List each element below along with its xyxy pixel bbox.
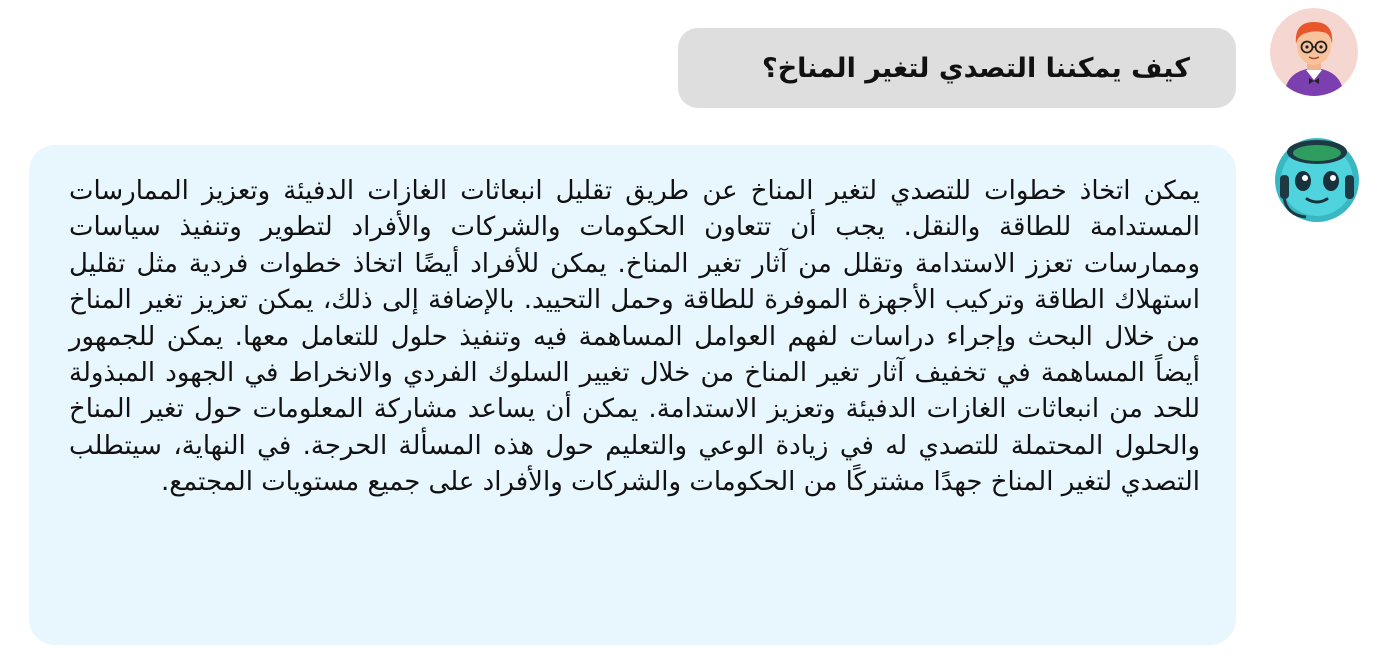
user-message-text: كيف يمكننا التصدي لتغير المناخ؟ bbox=[762, 52, 1190, 84]
assistant-message-bubble bbox=[29, 145, 1236, 645]
robot-avatar-icon bbox=[1272, 133, 1362, 223]
assistant-message-text: يمكن اتخاذ خطوات للتصدي لتغير المناخ عن طريق تقليل انبعاثات الغازات الدفيئة وتعزيز الممارسات المستدامة للطاقة والنقل. يجب أن تتعاون الحكومات والشركات والأفراد لتطوير وتنفيذ سياسات وممارسات تعزز الاستدامة وتقلل من آثار تغير المناخ. يمكن للأفراد أيضًا اتخاذ خطوات فردية مثل تقليل استهلاك الطاقة وتركيب الأجهزة الموفرة للطاقة وحمل التحييد. بالإضافة إلى ذلك، يمكن تعزيز تغير المناخ من خلال البحث وإجراء دراسات لفهم العوامل المساهمة فيه وتنفيذ حلول للتعامل معها. يمكن للجمهور أيضاً المساهمة في تخفيف آثار تغير المناخ من خلال تغيير السلوك الفردي والانخراط في الجهود المبذولة للحد من انبعاثات الغازات الدفيئة وتعزيز الاستدامة. يمكن أن يساعد مشاركة المعلومات حول تغير المناخ والحلول المحتملة للتصدي له في زيادة الوعي والتعليم حول هذه المسألة الحرجة. في النهاية، سيتطلب التصدي لتغير المناخ جهدًا مشتركًا من الحكومات والشركات والأفراد على جميع مستويات المجتمع. bbox=[69, 176, 1200, 498]
user-avatar-icon bbox=[1270, 8, 1358, 96]
user-message-bubble bbox=[678, 28, 1236, 108]
